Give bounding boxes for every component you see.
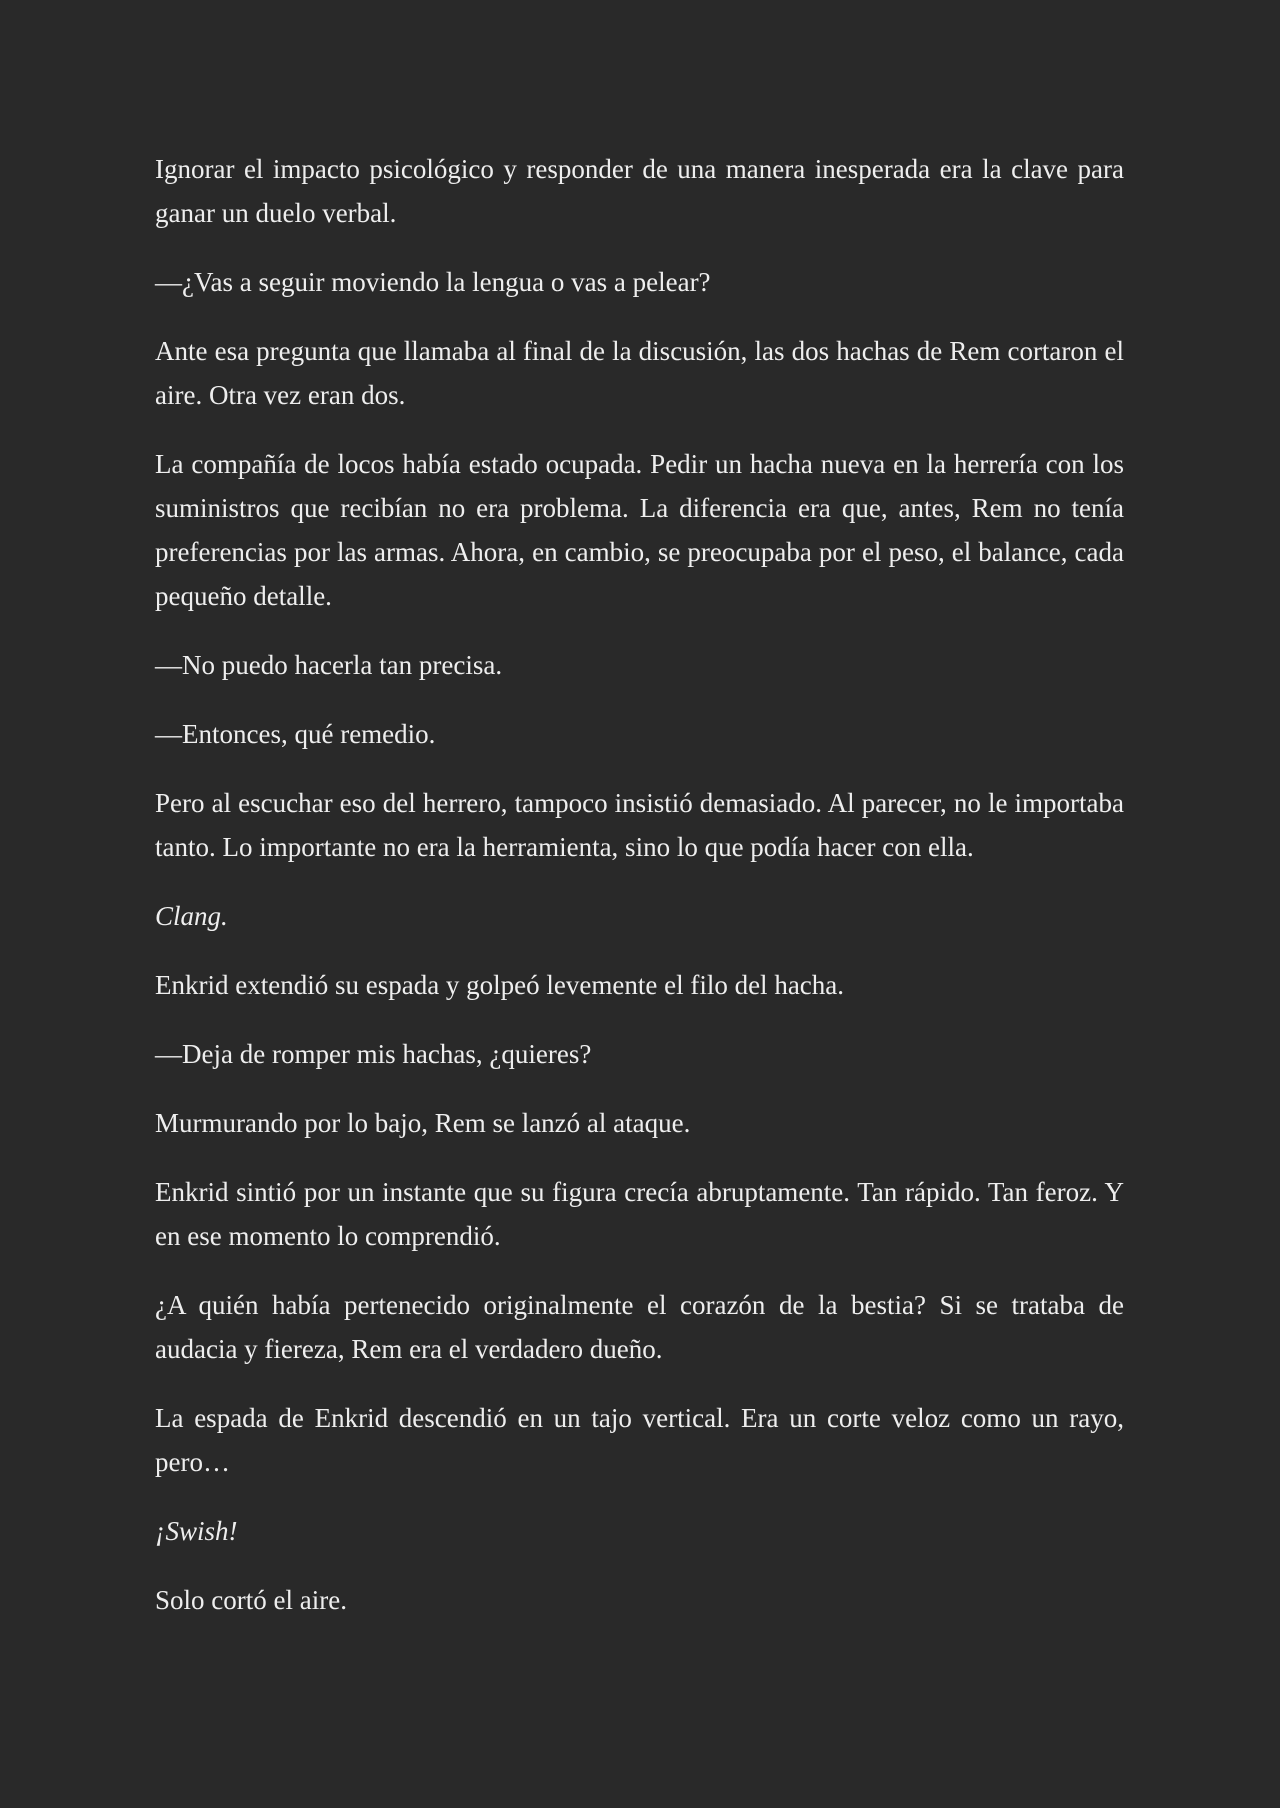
dialogue-line: —¿Vas a seguir moviendo la lengua o vas a pelear? xyxy=(155,267,711,297)
paragraph: ¿A quién había pertenecido originalmente el corazón de la bestia? Si se trataba de audacia y fiereza, Rem era el verdadero dueño. xyxy=(155,1290,1124,1364)
paragraph: Murmurando por lo bajo, Rem se lanzó al ataque. xyxy=(155,1108,691,1138)
paragraph: Pero al escuchar eso del herrero, tampoco insistió demasiado. Al parecer, no le importaba tanto. Lo importante no era la herramienta, sino lo que podía hacer con ella. xyxy=(155,788,1124,862)
paragraph: Solo cortó el aire. xyxy=(155,1585,347,1615)
dialogue-line: —Deja de romper mis hachas, ¿quieres? xyxy=(155,1039,592,1069)
reader-content xyxy=(155,147,1124,1647)
sound-effect: Clang. xyxy=(155,901,228,931)
sound-effect: ¡Swish! xyxy=(155,1516,238,1546)
paragraph: La espada de Enkrid descendió en un tajo vertical. Era un corte veloz como un rayo, pero… xyxy=(155,1403,1124,1477)
paragraph: Enkrid extendió su espada y golpeó levemente el filo del hacha. xyxy=(155,970,845,1000)
dialogue-line: —No puedo hacerla tan precisa. xyxy=(155,650,503,680)
paragraph: Ante esa pregunta que llamaba al final de la discusión, las dos hachas de Rem cortaron el aire. Otra vez eran dos. xyxy=(155,336,1124,410)
dialogue-line: —Entonces, qué remedio. xyxy=(155,719,436,749)
paragraph: Enkrid sintió por un instante que su figura crecía abruptamente. Tan rápido. Tan feroz. Y en ese momento lo comprendió. xyxy=(155,1177,1124,1251)
paragraph: Ignorar el impacto psicológico y responder de una manera inesperada era la clave para ganar un duelo verbal. xyxy=(155,154,1124,228)
paragraph: La compañía de locos había estado ocupada. Pedir un hacha nueva en la herrería con los suministros que recibían no era problema. La diferencia era que, antes, Rem no tenía preferencias por las armas. Ahora, en cambio, se preocupaba por el peso, el balance, cada pequeño detalle. xyxy=(155,449,1124,611)
